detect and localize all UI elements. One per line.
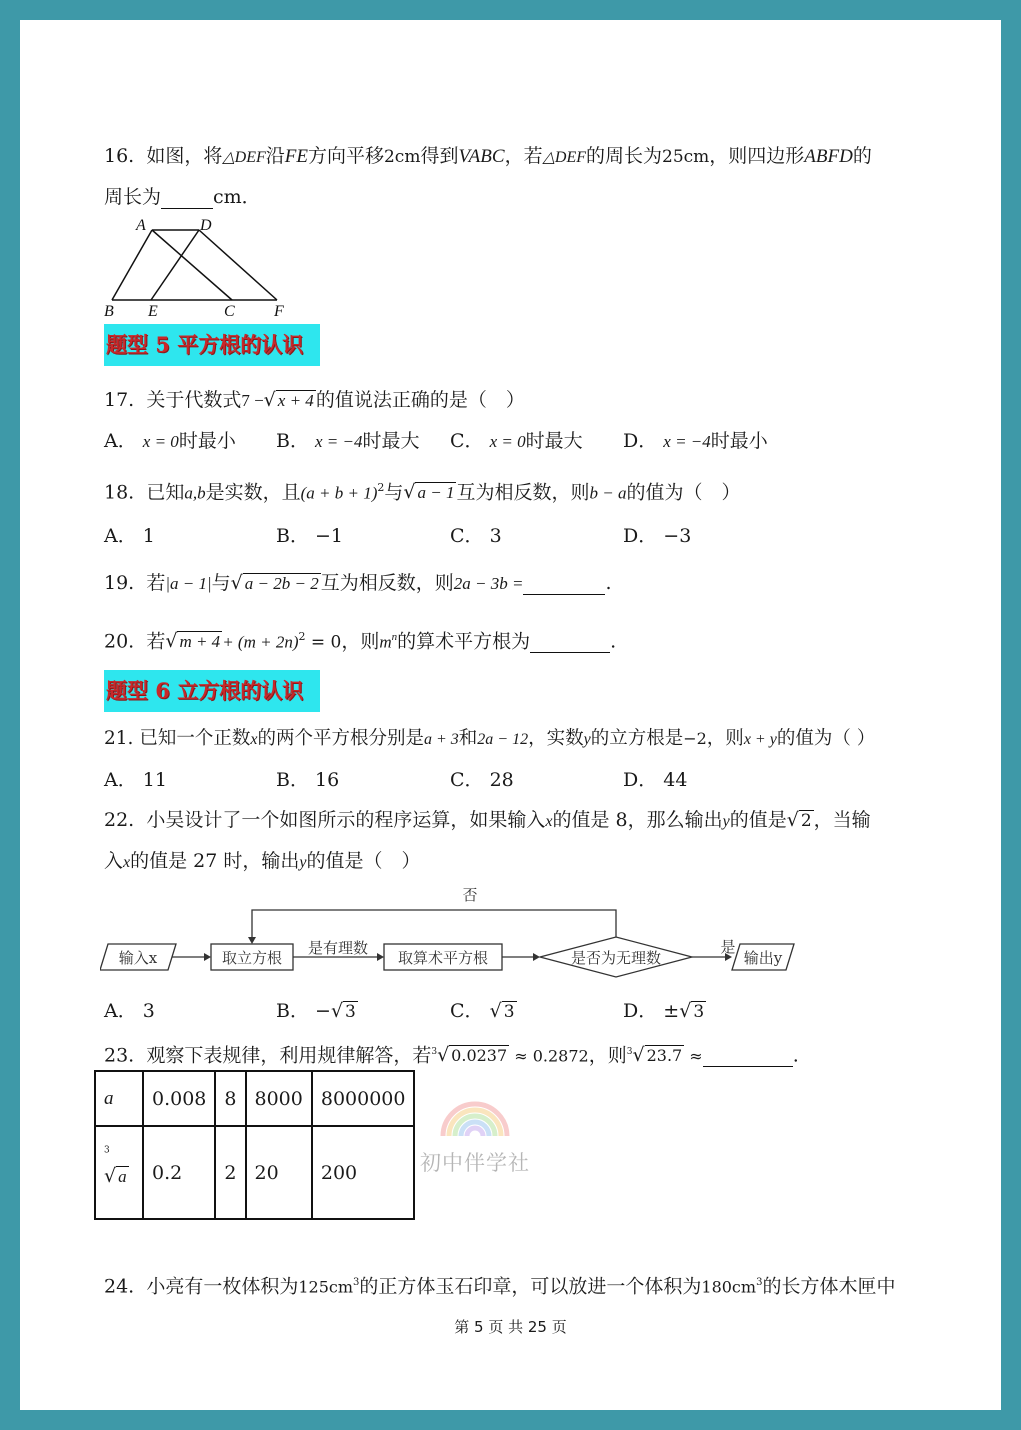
flow-yes-label: 是 bbox=[720, 938, 736, 956]
option-22-a: A． 3 bbox=[104, 1000, 155, 1022]
table-cell: 8000 bbox=[246, 1071, 312, 1126]
question-22-line1: 22. 小吴设计了一个如图所示的程序运算，如果输入x的值是 8，那么输出y的值是√ 2 ，当输 bbox=[104, 809, 871, 831]
question-20: 20. 若√ $m + 4 + (m + 2n)^2 = 0$，则$m^n$的算术平方根为 . bbox=[104, 630, 617, 653]
label-C: C bbox=[224, 303, 235, 320]
table-cell: 0.008 bbox=[143, 1071, 215, 1126]
flow-output-label: 输出y bbox=[743, 949, 783, 967]
table-cell: 2 bbox=[215, 1126, 245, 1219]
flow-cube-root-label: 取立方根 bbox=[221, 949, 283, 967]
option-18-b: B． −1 bbox=[276, 525, 344, 547]
question-19: 19. 若|a − 1|与√ a − 2b − 2 互为相反数，则2a − 3b = . bbox=[104, 572, 612, 594]
label-A: A bbox=[136, 218, 146, 234]
table-header-a: a bbox=[95, 1071, 143, 1126]
table-row bbox=[95, 1126, 414, 1219]
table-header-cube-root: $^3$√ a bbox=[95, 1126, 143, 1219]
option-21-d: D． 44 bbox=[623, 769, 688, 791]
flow-sqrt-label: 取算术平方根 bbox=[397, 949, 489, 967]
label-F: F bbox=[274, 303, 284, 320]
table-cell: 0.2 bbox=[143, 1126, 215, 1219]
question-17: 17. 关于代数式7 −√ x + 4 的值说法正确的是（ ） bbox=[104, 389, 525, 411]
answer-blank bbox=[530, 630, 610, 653]
answer-blank bbox=[703, 1044, 793, 1067]
option-21-a: A． 11 bbox=[104, 769, 167, 791]
option-17-b: B． x = −4时最大 bbox=[276, 430, 420, 452]
option-22-b: B． −√ 3 bbox=[276, 1000, 356, 1022]
option-21-c: C． 28 bbox=[450, 769, 514, 791]
question-18: 18. 已知a,b是实数，且$(a + b + 1)^2$与√ a − 1 互为相反数，则b − a的值为（ ） bbox=[104, 481, 741, 504]
option-17-a: A． x = 0时最小 bbox=[104, 430, 236, 452]
cube-root-table bbox=[94, 1070, 415, 1220]
table-cell: 20 bbox=[246, 1126, 312, 1219]
section-tag-6: 题型 6 立方根的认识 bbox=[104, 670, 320, 712]
label-D: D bbox=[200, 218, 212, 234]
label-E: E bbox=[148, 303, 158, 320]
question-16-line1: 16. 如图，将△DEF沿FE方向平移2cm得到VABC，若△DEF的周长为25cm，则四边形ABFD的 bbox=[104, 145, 872, 167]
question-16-line2: 周长为 cm． bbox=[104, 186, 261, 208]
page-footer: 第 5 页 共 25 页 bbox=[454, 1318, 567, 1336]
question-22-line2: 入x的值是 27 时，输出y的值是（ ） bbox=[104, 850, 421, 872]
watermark-text: 初中伴学社 bbox=[420, 1151, 530, 1175]
worksheet-page bbox=[20, 20, 1001, 1410]
flow-rational-label: 是有理数 bbox=[307, 939, 369, 957]
section-tag-5: 题型 5 平方根的认识 bbox=[104, 324, 320, 366]
flow-input-label: 输入x bbox=[118, 949, 158, 967]
question-21: 21. 已知一个正数x的两个平方根分别是a + 3和2a − 12，实数y的立方根是−2，则x + y的值为（ ） bbox=[104, 728, 876, 749]
label-B: B bbox=[104, 303, 114, 320]
answer-blank bbox=[523, 572, 605, 595]
option-21-b: B． 16 bbox=[276, 769, 340, 791]
table-cell: 200 bbox=[312, 1126, 415, 1219]
question-23: 23. 观察下表规律，利用规律解答，若$^3$√ 0.0237 ≈ 0.2872，则$^3$√ 23.7 ≈ . bbox=[104, 1044, 799, 1067]
translation-figure bbox=[102, 218, 302, 322]
flow-irrational-label: 是否为无理数 bbox=[570, 949, 662, 967]
option-18-c: C． 3 bbox=[450, 525, 502, 547]
option-22-d: D． ±√ 3 bbox=[623, 1000, 705, 1022]
rainbow-icon bbox=[438, 1096, 512, 1138]
answer-blank bbox=[161, 186, 213, 209]
question-24: 24. 小亮有一枚体积为$125cm^3$的正方体玉石印章，可以放进一个体积为$180cm^3$的长方体木匣中 bbox=[104, 1275, 896, 1298]
table-row bbox=[95, 1071, 414, 1126]
table-cell: 8 bbox=[215, 1071, 245, 1126]
table-cell: 8000000 bbox=[312, 1071, 415, 1126]
option-17-d: D． x = −4时最小 bbox=[623, 430, 768, 452]
option-18-d: D． −3 bbox=[623, 525, 692, 547]
option-17-c: C． x = 0时最大 bbox=[450, 430, 583, 452]
flow-no-label: 否 bbox=[462, 886, 478, 904]
option-22-c: C． √ 3 bbox=[450, 1000, 515, 1022]
program-flowchart bbox=[100, 882, 820, 984]
sqrt-sign: √ x + 4 bbox=[263, 389, 314, 411]
option-18-a: A． 1 bbox=[104, 525, 155, 547]
